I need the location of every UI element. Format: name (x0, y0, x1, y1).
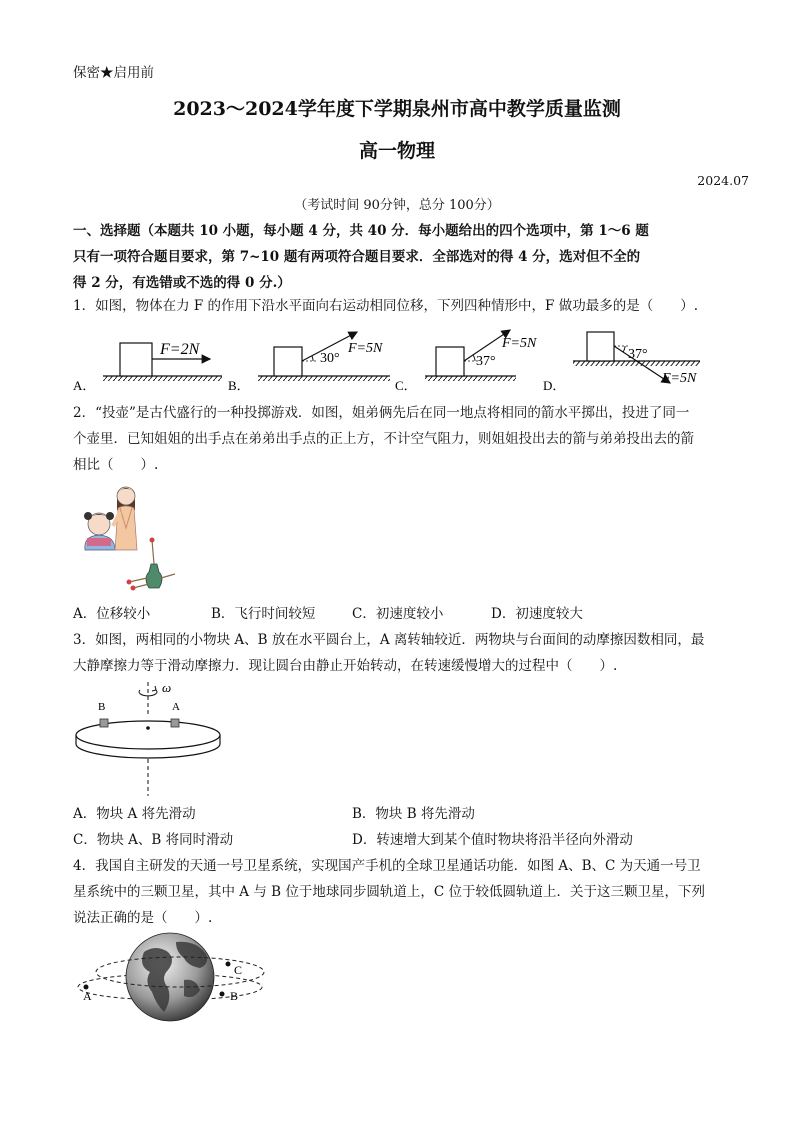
exam-info: （考试时间 90分钟，总分 100分） (294, 198, 500, 213)
satellite-b (220, 992, 225, 997)
q2-option-d: D．初速度较大 (491, 606, 583, 622)
q2-line1: 2．“投壶”是古代盛行的一种投掷游戏．如图，姐弟俩先后在同一地点将相同的箭水平掷出，投进了同一 (73, 405, 690, 421)
q3-omega-label: ω (162, 680, 172, 695)
girl-figure (113, 487, 137, 550)
q3-label-a: A (172, 701, 180, 713)
block-a (171, 719, 179, 727)
q1-d-angle-label: 37° (628, 347, 648, 362)
block (120, 343, 152, 376)
q2-illustration (73, 478, 183, 596)
earth-globe (126, 933, 214, 1021)
confidential-mark: 保密★启用前 (73, 65, 154, 81)
q4-line1: 4．我国自主研发的天通一号卫星系统，实现国产手机的全球卫星通话功能．如图 A、B、C 为天通一号卫 (73, 858, 701, 874)
turntable-top (76, 721, 220, 749)
q1-diagram-d (543, 332, 700, 393)
exam-date: 2024.07 (697, 173, 749, 188)
block-b (100, 719, 108, 727)
exam-title: 2023～2024学年度下学期泉州市高中教学质量监测 (173, 98, 621, 120)
q4-label-a: A (83, 989, 92, 1003)
section-heading-line1: 一、选择题（本题共 10 小题，每小题 4 分，共 40 分．每小题给出的四个选项中，第 1～6 题 (73, 223, 649, 239)
block (587, 332, 614, 361)
q4-label-b: B (230, 989, 239, 1003)
subject-title: 高一物理 (358, 140, 435, 162)
q3-option-a: A．物块 A 将先滑动 (73, 806, 196, 822)
q2-option-c: C．初速度较小 (352, 606, 444, 622)
section-heading-line2: 只有一项符合题目要求，第 7~10 题有两项符合题目要求．全部选对的得 4 分，选对但不全的 (73, 249, 641, 265)
q2-option-b: B．飞行时间较短 (211, 606, 316, 622)
q3-turntable-diagram (70, 678, 230, 798)
q2-option-a: A．位移较小 (73, 606, 151, 622)
q2-line2: 个壶里．已知姐姐的出手点在弟弟出手点的正上方，不计空气阻力，则姐姐投出去的箭与弟弟投出去的箭 (73, 431, 694, 447)
q4-label-c: C (234, 963, 243, 977)
q1-option-c: C． (395, 378, 417, 393)
q3-line1: 3．如图，两相同的小物块 A、B 放在水平圆台上，A 离转轴较近．两物块与台面间的动摩擦因数相同，最 (73, 632, 705, 648)
q1-diagrams (70, 325, 720, 395)
q1-diagram-a (73, 341, 222, 393)
q1-c-angle-label: 37° (476, 354, 496, 369)
q1-option-d: D． (543, 378, 566, 393)
q1-diagram-b (228, 332, 390, 393)
q4-line2: 星系统中的三颗卫星，其中 A 与 B 位于地球同步圆轨道上，C 位于较低圆轨道上．关于这三颗卫星，下列 (73, 884, 705, 900)
q3-label-b: B (98, 701, 106, 713)
boy-figure (84, 512, 115, 550)
q3-option-d: D．转速增大到某个值时物块将沿半径向外滑动 (352, 832, 633, 848)
q1-option-b: B． (228, 378, 250, 393)
q2-line3: 相比（ ）. (73, 457, 159, 473)
q4-line3: 说法正确的是（ ）. (73, 910, 213, 926)
section-heading-line3: 得 2 分，有选错或不选的得 0 分.） (73, 275, 291, 291)
q1-c-force-label: F=5N (502, 336, 537, 351)
q1-option-a: A． (73, 378, 96, 393)
q3-line2: 大静摩擦力等于滑动摩擦力．现让圆台由静止开始转动，在转速缓慢增大的过程中（ ）. (73, 658, 618, 674)
block (274, 347, 302, 376)
q1-stem: 1．如图，物体在力 F 的作用下沿水平面向右运动相同位移，下列四种情形中，F 做功最多的是（ ）. (73, 298, 698, 314)
q1-a-force-label: F=2N (160, 341, 200, 358)
q3-option-b: B．物块 B 将先滑动 (352, 806, 475, 822)
q3-option-c: C．物块 A、B 将同时滑动 (73, 832, 234, 848)
q1-b-angle-label: 30° (320, 351, 340, 366)
satellite-c (226, 962, 231, 967)
block (436, 347, 464, 376)
q4-satellite-diagram (72, 930, 272, 1022)
q1-d-force-label: F=5N (662, 371, 697, 386)
q1-b-force-label: F=5N (348, 341, 383, 356)
q1-diagram-c (395, 330, 537, 393)
